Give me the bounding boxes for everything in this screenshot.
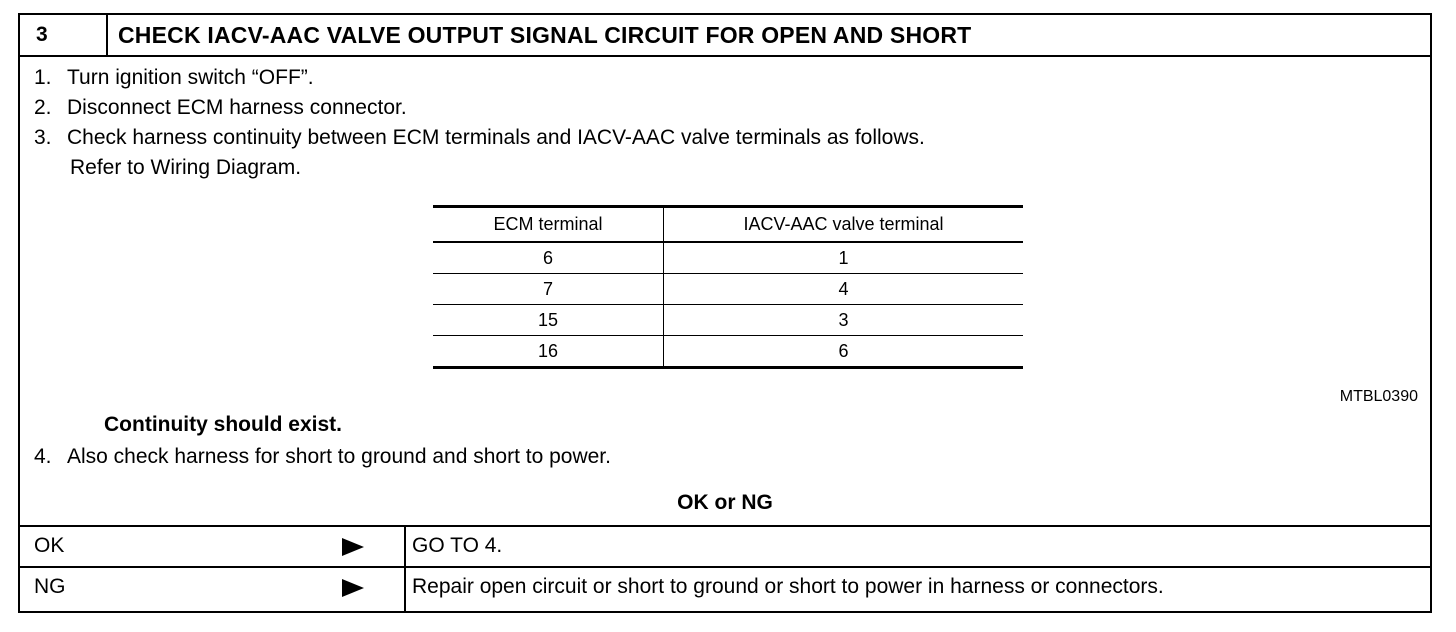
instruction-text: Disconnect ECM harness connector. xyxy=(67,96,407,119)
divider xyxy=(404,568,406,611)
valve-terminal-cell: 3 xyxy=(664,305,1024,336)
column-header-ecm-terminal: ECM terminal xyxy=(433,207,664,243)
instruction-text: Also check harness for short to ground and short to power. xyxy=(67,445,611,468)
ecm-terminal-cell: 6 xyxy=(433,242,664,274)
instruction-1 xyxy=(34,66,314,90)
instruction-text: Check harness continuity between ECM terminals and IACV-AAC valve terminals as follows. xyxy=(67,126,925,149)
continuity-note: Continuity should exist. xyxy=(104,413,343,436)
arrow-right-icon xyxy=(342,579,364,597)
instruction-text: Turn ignition switch “OFF”. xyxy=(67,66,314,89)
table-row xyxy=(433,336,1023,368)
valve-terminal-cell: 4 xyxy=(664,274,1024,305)
figure-code: MTBL0390 xyxy=(1339,388,1418,405)
ok-or-ng-label: OK or NG xyxy=(677,491,773,514)
divider xyxy=(404,527,406,566)
result-action: GO TO 4. xyxy=(412,534,503,557)
result-label: NG xyxy=(34,575,66,598)
column-header-valve-terminal: IACV-AAC valve terminal xyxy=(664,207,1024,243)
refer-wiring-diagram: Refer to Wiring Diagram. xyxy=(70,156,302,179)
ecm-terminal-cell: 15 xyxy=(433,305,664,336)
instruction-number: 1. xyxy=(34,66,52,89)
instruction-number: 2. xyxy=(34,96,52,119)
instruction-2 xyxy=(34,96,407,120)
valve-terminal-cell: 1 xyxy=(664,242,1024,274)
instruction-4 xyxy=(34,445,611,469)
instruction-number: 4. xyxy=(34,445,52,468)
diagnostic-step-box xyxy=(18,13,1432,613)
instruction-3 xyxy=(34,126,925,150)
result-label: OK xyxy=(34,534,65,557)
table-row xyxy=(433,305,1023,336)
result-row-ok xyxy=(20,525,1430,566)
table-row xyxy=(433,274,1023,305)
result-row-ng xyxy=(20,566,1430,611)
ecm-terminal-cell: 16 xyxy=(433,336,664,368)
ecm-terminal-cell: 7 xyxy=(433,274,664,305)
step-title: CHECK IACV-AAC VALVE OUTPUT SIGNAL CIRCUIT FOR OPEN AND SHORT xyxy=(118,22,972,48)
arrow-right-icon xyxy=(342,538,364,556)
continuity-table xyxy=(433,205,1023,369)
table-row xyxy=(433,242,1023,274)
instruction-number: 3. xyxy=(34,126,52,149)
step-header xyxy=(20,15,1430,57)
valve-terminal-cell: 6 xyxy=(664,336,1024,368)
result-action: Repair open circuit or short to ground or short to power in harness or connectors. xyxy=(412,575,1164,598)
step-number: 3 xyxy=(20,15,108,55)
